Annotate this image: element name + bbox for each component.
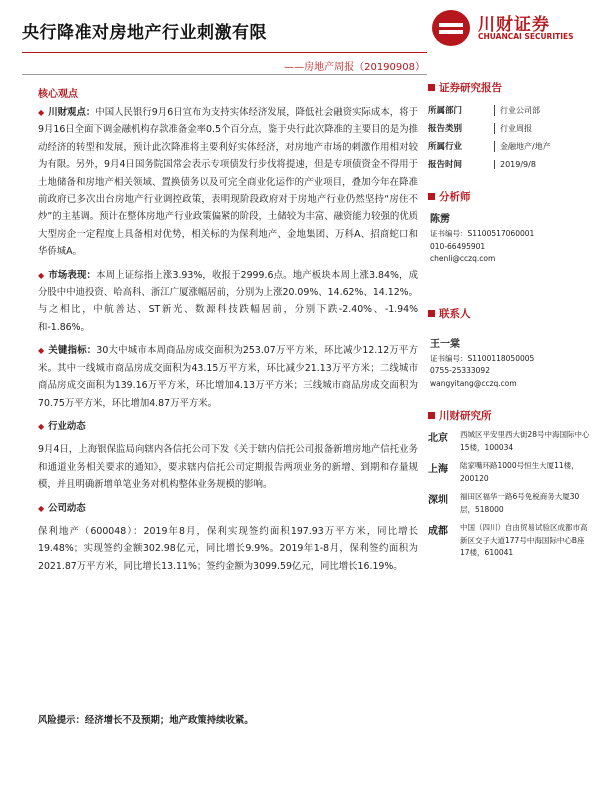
institute-heading: 川财研究所: [428, 408, 590, 423]
sidebar: [428, 80, 590, 560]
analyst-email[interactable]: chenli@cczq.com: [430, 254, 496, 263]
paragraph-company-heading: ◆ 公司动态: [38, 502, 86, 514]
header-rule: [22, 52, 427, 53]
diamond-icon: ◆: [38, 108, 45, 117]
logo-mark-icon: [432, 10, 470, 46]
square-icon: [428, 84, 435, 91]
info-row: 报告类别 行业周报: [428, 123, 532, 134]
report-heading: 证券研究报告: [428, 80, 590, 95]
analyst-phone: 010-66495901: [430, 241, 486, 251]
risk-warning: 风险提示：经济增长不及预期；地产政策持续收紧。: [38, 715, 254, 726]
office-shanghai: 上海 陆家嘴环路1000号恒生大厦11楼，200120: [428, 461, 579, 483]
analyst-name: 陈雳: [430, 214, 450, 225]
contact-name: 王一棠: [430, 338, 460, 350]
diamond-icon: ◆: [38, 270, 45, 280]
report-subtitle: ——房地产周报（20190908）: [284, 62, 425, 73]
brand-logo: [432, 8, 592, 48]
report-title: 央行降准对房地产行业刺激有限: [22, 23, 267, 43]
office-beijing: 北京 西城区平安里西大街28号中海国际中心15楼，100034: [428, 430, 590, 452]
brand-cn: 川财证券: [478, 15, 550, 35]
paragraph-industry: 9月4日，上海银保监局向辖内各信托公司下发《关于辖内信托公司报备新增房地产信托业务和通道业务相关要求的通知》，要求辖内信托公司定期报告两项业务的新增、到期和存量规模，并且明确新增单笔业务对机构整体业务规模的影响。: [38, 444, 418, 491]
square-icon: [428, 412, 435, 419]
info-row: 报告时间 2019/9/8: [428, 159, 536, 170]
paragraph-company: 保利地产（600048）：2019年8月，保利实现签约面积197.93万平方米，同比增长19.48%；实现签约金额302.98亿元，同比增长9.9%。2019年1-8月，保利签约面积为2021.87万平方米，同比增长13.11%；签约金额为3099.59亿元，同比增长16.19%。: [38, 525, 418, 572]
paragraph-market: ◆ 市场表现：本周上证综指上涨3.93%，收报于2999.6点。地产板块本周上涨3.84%，成分股中中迪投资、哈高科、浙江广厦涨幅居前，分别为上涨20.09%、14.62%、14.12%。与之相比，中航善达、ST新光、数源科技跌幅居前，分别下跌-2.40%、-1.94%和-1.86%。: [38, 269, 418, 333]
info-row: 所属行业 金融地产/地产: [428, 141, 551, 152]
square-icon: [428, 193, 435, 200]
contact-cert: 证书编号：S1100118050005: [430, 353, 535, 363]
diamond-icon: ◆: [38, 503, 45, 513]
paragraph-view: ◆ 川财观点：中国人民银行9月6日宣布为支持实体经济发展，降低社会融资实际成本，将于9月16日全面下调金融机构存款准备金率0.5个百分点，鉴于央行此次降准的主要目的是为推动经济的转型和发展，预计此次降准将主要利好实体经济，对房地产市场的刺激作用相对较为有限。另外，9月4日国务院国常会表示专项债发行步伐将提速，但是专项债资金不得用于土地储备和房地产相关领域、置换债务以及可完全商业化运作的产业项目，叠加今年在降准前政府已多次出台房地产行业调控政策，表明现阶段政府对于房地产行业仍然坚持“房住不炒”的主基调。预计在整体房地产行业政策偏紧的阶段，土储较为丰富、融资能力较强的优质大型房企一定程度上具备相对优势，相关标的为保利地产、金地集团、万科A、招商蛇口和华侨城A。: [38, 107, 418, 258]
contact-heading: 联系人: [428, 306, 590, 321]
diamond-icon: ◆: [38, 346, 45, 356]
brand-en: CHUANCAI SECURITIES: [478, 32, 574, 41]
core-view-heading: 核心观点: [38, 89, 78, 100]
paragraph-industry-heading: ◆ 行业动态: [38, 420, 86, 432]
paragraph-indicators: ◆ 关键指标：30大中城市本周商品房成交面积为253.07万平方米，环比减少12.12万平方米。其中一线城市商品房成交面积为43.15万平方米，环比减少21.13万平方米；二线城市商品房成交面积为139.16万平方米，环比增加4.13万平方米；三线城市商品房成交面积为70.75万平方米，环比增加4.87万平方米。: [38, 345, 418, 409]
square-icon: [428, 310, 435, 317]
office-shenzhen: 深圳 福田区福华一路6号免税商务大厦30层，518000: [428, 492, 580, 514]
analyst-cert: 证书编号：S1100517060001: [430, 229, 535, 238]
diamond-icon: ◆: [38, 421, 45, 431]
analyst-heading: 分析师: [428, 189, 590, 204]
subtitle-rule: [22, 74, 427, 75]
contact-email[interactable]: wangyitang@cczq.com: [430, 378, 517, 388]
info-row: 所属部门 行业公司部: [428, 105, 540, 116]
office-chengdu: 成都 中国（四川）自由贸易试验区成都市高新区交子大道177号中海国际中心B座17楼，610041: [428, 523, 588, 557]
contact-phone: 0755-25333092: [430, 366, 490, 375]
main-body: [38, 104, 418, 575]
